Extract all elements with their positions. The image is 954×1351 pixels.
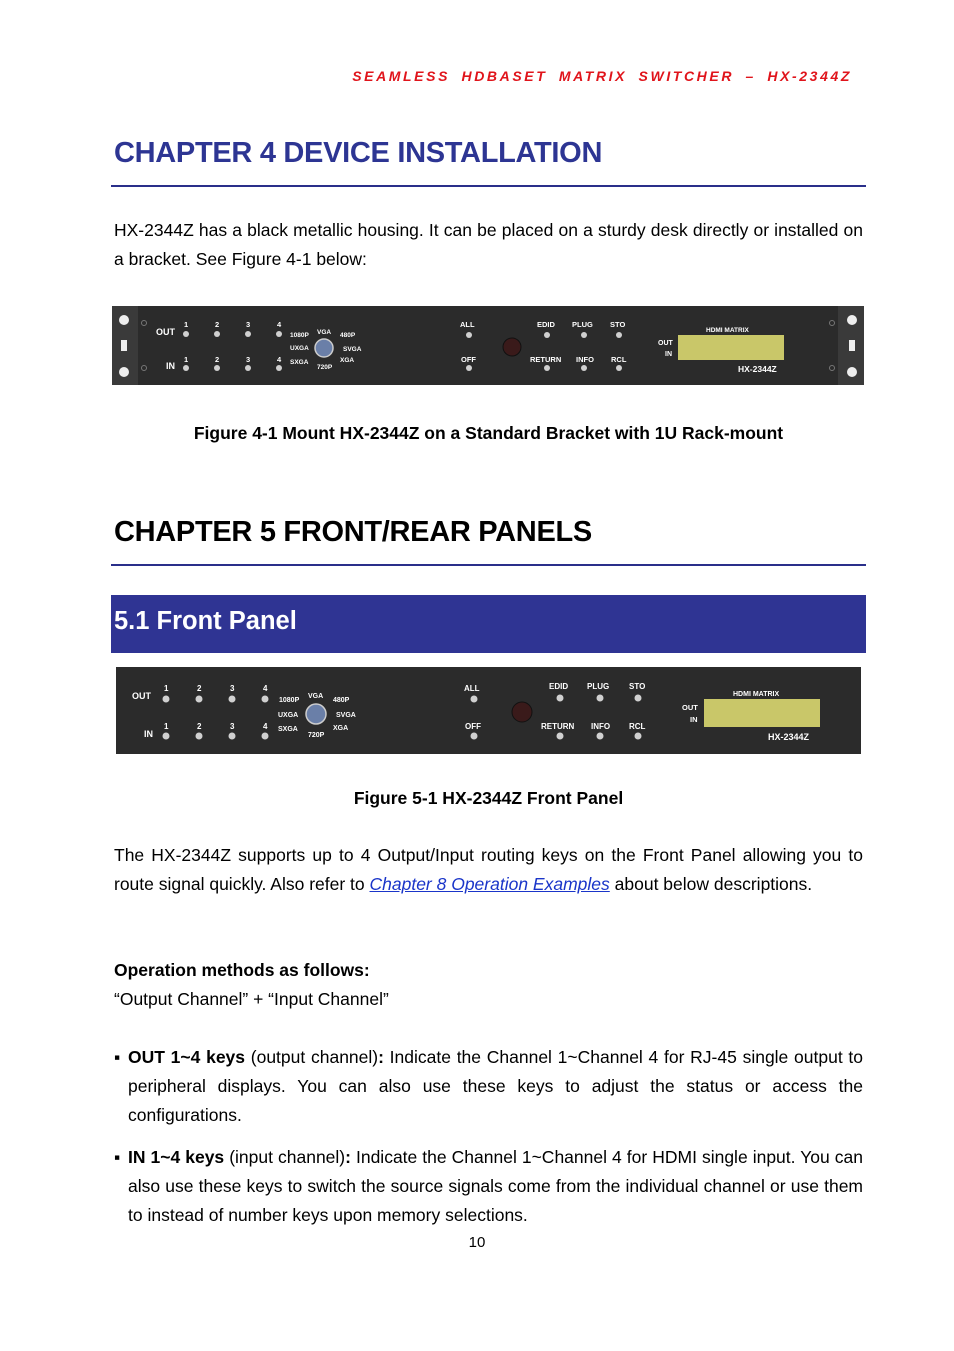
key-led bbox=[616, 332, 622, 338]
in-key-2-led bbox=[214, 365, 220, 371]
rack-hole-icon bbox=[847, 315, 857, 325]
svg-text:OUT: OUT bbox=[682, 703, 698, 712]
svg-text:SVGA: SVGA bbox=[336, 712, 356, 719]
svg-text:480P: 480P bbox=[340, 332, 356, 339]
svg-text:HDMI MATRIX: HDMI MATRIX bbox=[733, 691, 780, 698]
in-key-1-led bbox=[163, 733, 170, 740]
out-channel-number: 3 bbox=[246, 320, 251, 329]
intro-text-end: about below descriptions. bbox=[609, 874, 813, 894]
svg-text:HX-2344Z: HX-2344Z bbox=[768, 732, 810, 742]
out-key-3-led bbox=[245, 331, 251, 337]
svg-text:UXGA: UXGA bbox=[278, 712, 299, 719]
out-channel-number: 4 bbox=[263, 684, 268, 693]
in-key-3-led bbox=[229, 733, 236, 740]
intro-text: The HX-2344Z supports up to 4 Output/Input routing keys on the Front Panel allowing you to route signal quickly. Also refer to bbox=[114, 845, 863, 894]
svg-text:XGA: XGA bbox=[333, 725, 349, 732]
svg-text:SXGA: SXGA bbox=[290, 359, 309, 366]
svg-text:SXGA: SXGA bbox=[278, 726, 298, 733]
svg-text:720P: 720P bbox=[317, 364, 333, 371]
svg-text:ALL: ALL bbox=[460, 320, 475, 329]
out-channel-number: 2 bbox=[197, 684, 202, 693]
key-led bbox=[597, 733, 604, 740]
out-channel-number: 3 bbox=[230, 684, 235, 693]
in-channel-number: 2 bbox=[197, 722, 202, 731]
key-label-bottom: INFO bbox=[576, 355, 594, 364]
svg-text:OUT: OUT bbox=[658, 340, 673, 347]
svg-text:SVGA: SVGA bbox=[343, 346, 362, 353]
svg-text:UXGA: UXGA bbox=[290, 345, 309, 352]
svg-text:1080P: 1080P bbox=[279, 697, 300, 704]
svg-text:XGA: XGA bbox=[340, 357, 355, 364]
key-led bbox=[544, 365, 550, 371]
rack-hole-icon bbox=[119, 315, 129, 325]
off-led bbox=[471, 733, 478, 740]
svg-text:VGA: VGA bbox=[308, 693, 324, 700]
in-channel-number: 2 bbox=[215, 355, 220, 364]
out-key-4-led bbox=[276, 331, 282, 337]
bullet-in-keys: ▪ IN 1~4 keys (input channel): Indicate the Channel 1~Channel 4 for HDMI single input. You can also use these keys to switch the source signals come from the individual channel or use them to instead of number keys upon memory selections. bbox=[114, 1143, 863, 1230]
page-number: 10 bbox=[468, 1234, 486, 1251]
key-label-bottom: RETURN bbox=[530, 355, 562, 364]
out-label: OUT bbox=[156, 327, 175, 337]
figure-4-1-caption: Figure 4-1 Mount HX-2344Z on a Standard Bracket with 1U Rack-mount bbox=[193, 423, 784, 443]
key-led bbox=[635, 733, 642, 740]
methods-formula: “Output Channel” + “Input Channel” bbox=[114, 989, 389, 1009]
key-label-bottom: INFO bbox=[591, 722, 611, 731]
in-channel-number: 4 bbox=[277, 355, 282, 364]
chapter4-paragraph: HX-2344Z has a black metallic housing. It can be placed on a sturdy desk directly or installed on a bracket. See Figure 4-1 below: bbox=[114, 220, 863, 269]
in-key-4-led bbox=[262, 733, 269, 740]
svg-text:ALL: ALL bbox=[464, 684, 480, 693]
svg-text:HDMI MATRIX: HDMI MATRIX bbox=[706, 327, 749, 334]
key-label-top: STO bbox=[629, 682, 646, 691]
ir-sensor bbox=[512, 702, 532, 722]
key-label-top: PLUG bbox=[572, 320, 593, 329]
in-channel-number: 1 bbox=[164, 722, 169, 731]
out-channel-number: 1 bbox=[164, 684, 169, 693]
out-key-2-led bbox=[196, 696, 203, 703]
bullet-mark: ▪ bbox=[114, 1047, 121, 1067]
chapter4-title: CHAPTER 4 DEVICE INSTALLATION bbox=[114, 137, 603, 169]
key-label-top: PLUG bbox=[587, 682, 610, 691]
in-key-4-led bbox=[276, 365, 282, 371]
key-label-bottom: RCL bbox=[629, 722, 646, 731]
section-5-1-title: 5.1 Front Panel bbox=[114, 607, 297, 635]
bullet-out-keys: ▪ OUT 1~4 keys (output channel): Indicate the Channel 1~Channel 4 for RJ-45 single output to peripheral displays. You can also use these keys to adjust the status or access the configurations. bbox=[114, 1043, 863, 1130]
key-label-bottom: RETURN bbox=[541, 722, 575, 731]
chapter5-title: CHAPTER 5 FRONT/REAR PANELS bbox=[114, 516, 592, 548]
ir-sensor bbox=[503, 338, 521, 356]
lcd-display bbox=[704, 699, 820, 727]
off-led bbox=[466, 365, 472, 371]
svg-text:IN: IN bbox=[690, 715, 698, 724]
key-led bbox=[581, 332, 587, 338]
svg-text:OUT: OUT bbox=[132, 691, 151, 701]
key-label-top: STO bbox=[610, 320, 626, 329]
all-led bbox=[471, 696, 478, 703]
figure-5-1-caption: Figure 5-1 HX-2344Z Front Panel bbox=[353, 788, 624, 808]
key-led bbox=[635, 695, 642, 702]
all-led bbox=[466, 332, 472, 338]
bullet-mark: ▪ bbox=[114, 1147, 121, 1167]
out-key-1-led bbox=[183, 331, 189, 337]
chapter5-rule bbox=[111, 564, 866, 566]
in-channel-number: 3 bbox=[246, 355, 251, 364]
resolution-rotary-knob bbox=[306, 704, 326, 724]
key-label-top: EDID bbox=[549, 682, 569, 691]
in-key-2-led bbox=[196, 733, 203, 740]
out-channel-number: 2 bbox=[215, 320, 220, 329]
front-panel-intro bbox=[114, 841, 863, 899]
methods-heading: Operation methods as follows: bbox=[114, 960, 370, 980]
svg-text:IN: IN bbox=[144, 729, 153, 739]
chapter4-rule bbox=[111, 185, 866, 187]
rack-mount-panel-figure bbox=[112, 306, 864, 385]
out-channel-number: 1 bbox=[184, 320, 189, 329]
svg-text:480P: 480P bbox=[333, 697, 350, 704]
svg-text:OFF: OFF bbox=[465, 722, 481, 731]
out-key-1-led bbox=[163, 696, 170, 703]
key-led bbox=[581, 365, 587, 371]
in-channel-number: 4 bbox=[263, 722, 268, 731]
key-led bbox=[544, 332, 550, 338]
out-key-4-led bbox=[262, 696, 269, 703]
svg-text:HX-2344Z: HX-2344Z bbox=[738, 364, 777, 374]
rack-hole-icon bbox=[119, 367, 129, 377]
rack-hole-icon bbox=[847, 367, 857, 377]
resolution-rotary-knob bbox=[315, 339, 333, 357]
front-panel-figure bbox=[116, 667, 861, 754]
lcd-display bbox=[678, 335, 784, 360]
svg-text:1080P: 1080P bbox=[290, 332, 309, 339]
chapter-8-link[interactable]: Chapter 8 Operation Examples bbox=[369, 874, 610, 894]
in-key-1-led bbox=[183, 365, 189, 371]
key-led bbox=[597, 695, 604, 702]
key-label-top: EDID bbox=[537, 320, 555, 329]
running-header: SEAMLESS HDBASET MATRIX SWITCHER – HX-2344Z bbox=[352, 68, 852, 84]
out-key-3-led bbox=[229, 696, 236, 703]
rack-slot-icon bbox=[121, 340, 127, 351]
out-channel-number: 4 bbox=[277, 320, 282, 329]
key-label-bottom: RCL bbox=[611, 355, 627, 364]
key-led bbox=[616, 365, 622, 371]
rack-slot-icon bbox=[849, 340, 855, 351]
in-label: IN bbox=[166, 361, 175, 371]
in-key-3-led bbox=[245, 365, 251, 371]
svg-text:OFF: OFF bbox=[461, 355, 476, 364]
out-key-2-led bbox=[214, 331, 220, 337]
key-led bbox=[557, 733, 564, 740]
in-channel-number: 1 bbox=[184, 355, 189, 364]
key-led bbox=[557, 695, 564, 702]
svg-text:VGA: VGA bbox=[317, 329, 332, 336]
in-channel-number: 3 bbox=[230, 722, 235, 731]
svg-text:IN: IN bbox=[665, 351, 672, 358]
svg-text:720P: 720P bbox=[308, 732, 325, 739]
